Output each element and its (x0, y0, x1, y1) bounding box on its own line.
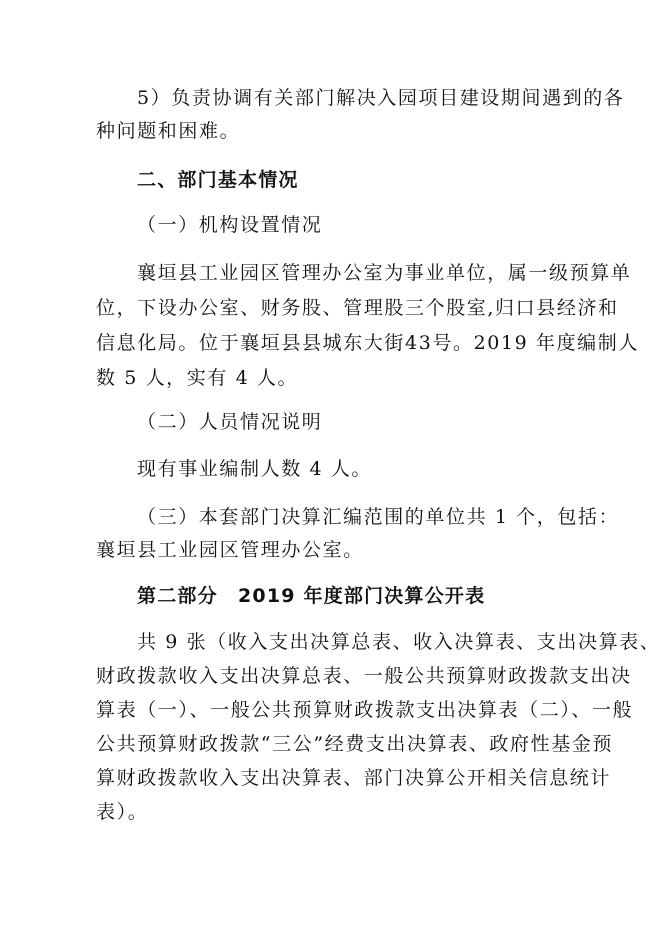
sub1-title: （一）机构设置情况 (137, 214, 323, 236)
sub1-line1: 襄垣县工业园区管理办公室为事业单位，属一级预算单 (137, 262, 632, 284)
part2-line2: 财政拨款收入支出决算总表、一般公共预算财政拨款支出决 (96, 665, 632, 687)
sub1-line4: 数 5 人，实有 4 人。 (96, 367, 299, 389)
item5-line2: 种问题和困难。 (96, 120, 241, 142)
sub3-line2: 襄垣县工业园区管理办公室。 (96, 539, 364, 561)
sub1-line2: 位，下设办公室、财务股、管理股三个股室,归口县经济和 (96, 297, 619, 319)
part2-line3: 算表（一）、一般公共预算财政拨款支出决算表（二）、一般 (96, 699, 634, 721)
sub1-line3: 信息化局。位于襄垣县县城东大街43号。2019 年度编制人 (96, 332, 639, 354)
section2-heading: 二、部门基本情况 (137, 169, 299, 191)
part2-line6: 表）。 (96, 801, 149, 823)
item5-line1: 5）负责协调有关部门解决入园项目建设期间遇到的各 (137, 87, 625, 109)
sub2-text: 现有事业编制人数 4 人。 (137, 458, 372, 480)
sub2-title: （二）人员情况说明 (137, 411, 323, 433)
sub3-line1: （三）本套部门决算汇编范围的单位共 1 个，包括： (137, 506, 620, 528)
part2-line4: 公共预算财政拨款“三公”经费支出决算表、政府性基金预 (96, 733, 614, 755)
part2-line1: 共 9 张（收入支出决算总表、收入决算表、支出决算表、 (137, 631, 661, 653)
part2-heading: 第二部分 2019 年度部门决算公开表 (137, 585, 486, 607)
part2-line5: 算财政拨款收入支出决算表、部门决算公开相关信息统计 (96, 767, 612, 789)
